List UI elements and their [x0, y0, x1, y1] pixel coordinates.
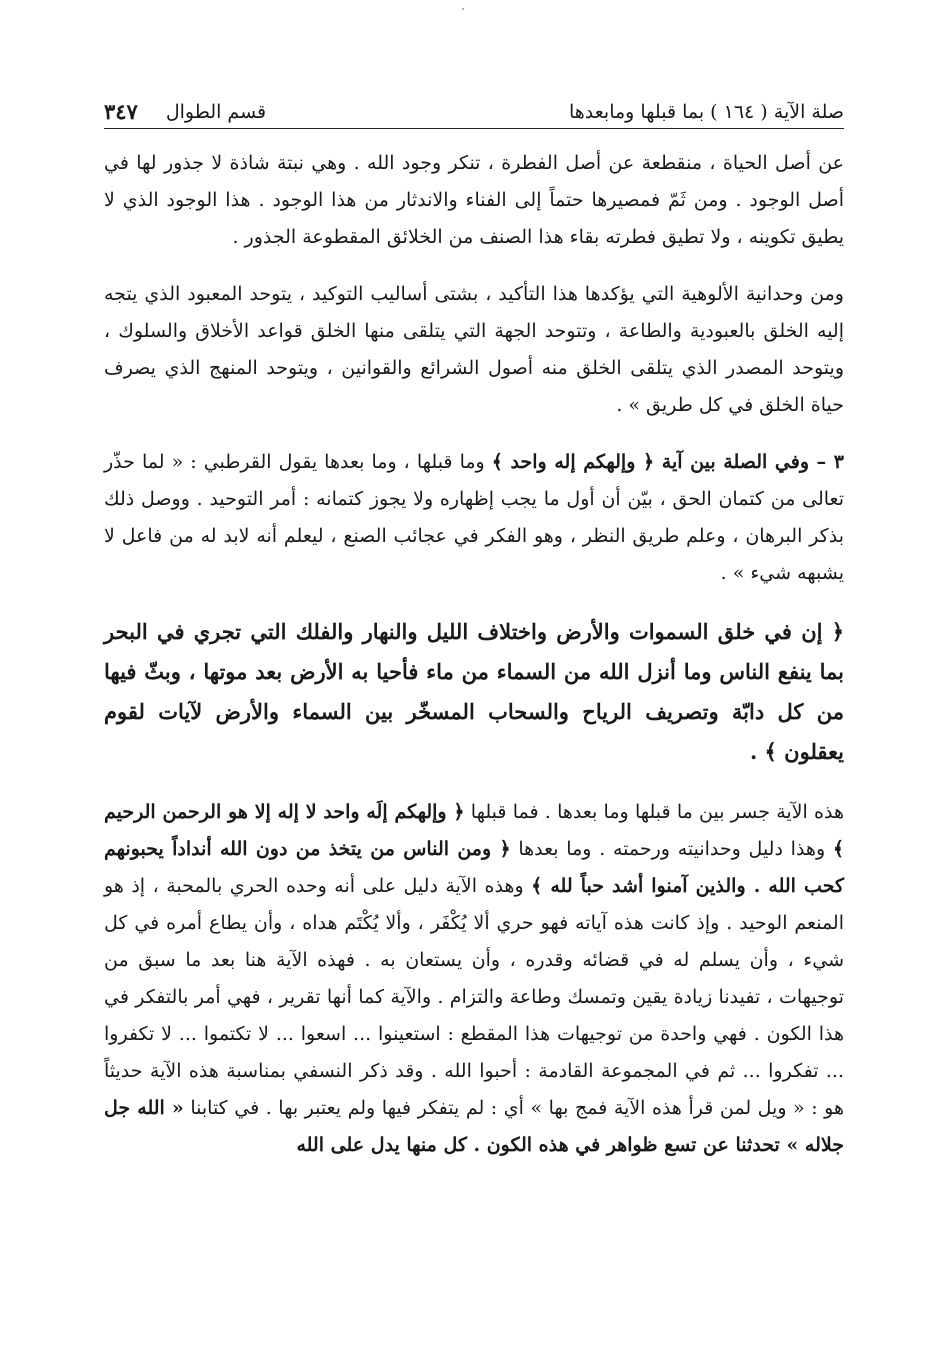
quran-quote: ﴿ وإلهكم إلَه واحد لا إله إلا هو الرحمن الرحيم ﴾ — [104, 801, 844, 860]
header-section: قسم الطوال — [165, 101, 267, 123]
header-title: صلة الآية ( ١٦٤ ) بما قبلها ومابعدها — [568, 101, 844, 123]
book-page — [104, 88, 844, 1174]
header-rule — [104, 128, 844, 129]
page-number: ٣٤٧ — [104, 99, 138, 124]
paragraph-4-text-a: هذه الآية جسر بين ما قبلها وما بعدها . فما قبلها — [464, 801, 844, 823]
paragraph-4-text-d: تحدثنا عن تسع ظواهر في هذه الكون . كل منها يدل على الله — [296, 1134, 787, 1156]
paragraph-3-text: وما قبلها ، وما بعدها يقول القرطبي : « لما حذّر تعالى من كتمان الحق ، بيّن أن أول ما يجب إظهاره ولا يجوز كتمانه : أمر التوحيد . ووصل ذلك بذكر البرهان ، وعلم طريق النظر ، وهو الفكر في عجائب الصنع ، ليعلم أنه لابد له من فاعل لا يشبهه شيء » . — [104, 451, 844, 584]
paragraph-2: ومن وحدانية الألوهية التي يؤكدها هذا التأكيد ، بشتى أساليب التوكيد ، يتوحد المعبود الذي يتجه إليه الخلق بالعبودية والطاعة ، وتتوحد الجهة التي يتلقى منها الخلق قواعد الأخلاق والسلوك ، ويتوحد المصدر الذي يتلقى الخلق منه أصول الشرائع والقوانين ، ويتوحد المنهج الذي يصرف حياة الخلق في كل طريق » . — [104, 283, 844, 416]
quran-quote: ﴿ ومن الناس من يتخذ من دون الله أنداداً يحبونهم كحب الله . والذين آمنوا أشد حباً لله ﴾ — [104, 838, 844, 897]
scan-speck — [462, 8, 464, 10]
quran-quote: ﴿ وإلهكم إله واحد ﴾ — [491, 451, 655, 473]
paragraph-3 — [104, 444, 844, 592]
running-header — [104, 88, 844, 124]
paragraph-1: عن أصل الحياة ، منقطعة عن أصل الفطرة ، تنكر وجود الله . وهي نبتة شاذة لا جذور لها في أصل الوجود . ومن ثَمّ فمصيرها حتماً إلى الفناء والاندثار من هذا الوجود . هذا الوجود الذي لا يطيق تكوينه ، ولا تطيق فطرته بقاء هذا الصنف من الخلائق المقطوعة الجذور . — [104, 152, 844, 248]
paragraph-4-text-b: وهذا دليل وحدانيته ورحمته . وما بعدها — [510, 838, 833, 860]
quran-verse-164: ﴿ إن في خلق السموات والأرض واختلاف الليل والنهار والفلك التي تجري في البحر بما ينفع الناس وما أنزل الله من السماء من ماء فأحيا به الأرض بعد موتها ، وبثّ فيها من كل دابّة وتصريف الرياح والسحاب المسخّر بين السماء والأرض لآيات لقوم يعقلون ﴾ . — [104, 619, 844, 764]
paragraph-4-text-c: وهذه الآية دليل على أنه وحده الحري بالمحبة ، إذ هو المنعم الوحيد . وإذ كانت هذه آياته فهو حري ألا يُكْفَر ، وألا يُكْتَم هداه ، وأن يطاع أمره في كل شيء ، وأن يسلم له في قضائه وقدره ، وأن يستعان به . فهذه الآية هنا بعد ما سبق من توجيهات ، تفيدنا زيادة يقين وتمسك وطاعة والتزام . والآية كما أنها تقرير ، فهي أمر بالتفكر في هذا الكون . فهي واحدة من توجيهات هذا المقطع : استعينوا ... اسعوا ... لا تكتموا ... لا تكفروا ... تفكروا ... ثم في المجموعة القادمة : أحبوا الله . وقد ذكر النسفي بمناسبة هذه الآية حديثاً هو : « ويل لمن قرأ هذه الآية فمج بها » أي : لم يتفكر فيها ولم يعتبر بها . في كتابنا — [104, 875, 844, 1119]
book-title: « الله جل جلاله » — [104, 1097, 844, 1156]
paragraph-4 — [104, 794, 844, 1164]
header-left-group — [104, 100, 266, 124]
paragraph-3-number: ٣ – وفي الصلة بين آية — [654, 451, 844, 473]
